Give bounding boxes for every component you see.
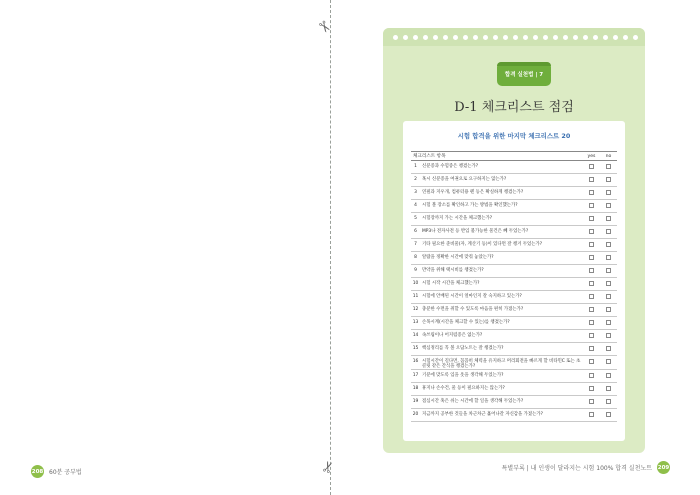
yes-checkbox[interactable] (583, 268, 600, 273)
header-yes: yes (587, 153, 596, 159)
no-checkbox[interactable] (600, 190, 617, 195)
table-row (411, 278, 617, 291)
row-question: 시험장까지 가는 시간을 체크했는가? (422, 216, 493, 221)
table-row (411, 409, 617, 422)
no-checkbox[interactable] (600, 203, 617, 208)
right-folio-label: 특별부록 | 내 인생이 달라지는 시험 100% 합격 실천노트 (501, 465, 652, 472)
no-checkbox[interactable] (600, 294, 617, 299)
yes-checkbox[interactable] (583, 229, 600, 234)
right-page-number: 209 (657, 461, 670, 474)
row-question: 시험 시작 시간을 체크했는가? (422, 281, 480, 286)
table-row (411, 370, 617, 383)
table-row (411, 396, 617, 409)
row-question: 혹시 신분증을 여권으로 요구하지는 않는가? (422, 177, 507, 182)
row-number: 13 (412, 320, 419, 325)
scissors-icon: ✂ (313, 16, 336, 38)
table-row (411, 200, 617, 213)
row-question: 시험시간이 길다면, 꼼꼼히 체력을 유지하고 머리회전을 빠르게 할 비타민C 또는 초콜릿 같은 간식을 챙겼는가? (422, 359, 581, 370)
row-number: 14 (412, 333, 419, 338)
row-question: 휴지나 손수건, 물 등이 필요하지는 않는가? (422, 386, 505, 392)
table-row (411, 187, 617, 200)
table-row (411, 356, 617, 370)
table-row (411, 239, 617, 252)
row-number: 8 (414, 255, 417, 260)
yes-checkbox[interactable] (583, 333, 600, 338)
table-row (411, 161, 617, 174)
row-question: 충분한 수면을 취할 수 있도록 마음을 편히 가졌는가? (422, 307, 524, 312)
row-number: 11 (412, 294, 419, 299)
table-row (411, 343, 617, 356)
yes-checkbox[interactable] (583, 386, 600, 391)
row-question: 시험 볼 장소를 확인하고 가는 방법을 확인했는가? (422, 203, 518, 208)
row-number: 1 (414, 164, 417, 169)
no-checkbox[interactable] (600, 255, 617, 260)
yes-checkbox[interactable] (583, 242, 600, 247)
no-checkbox[interactable] (600, 177, 617, 182)
no-checkbox[interactable] (600, 164, 617, 169)
no-checkbox[interactable] (600, 333, 617, 338)
table-row (411, 383, 617, 396)
yes-checkbox[interactable] (583, 412, 600, 417)
no-checkbox[interactable] (600, 216, 617, 221)
yes-checkbox[interactable] (583, 281, 600, 286)
table-row (411, 304, 617, 317)
table-row (411, 330, 617, 343)
section-badge: 합격 실천법 | 7 (497, 62, 551, 86)
no-checkbox[interactable] (600, 412, 617, 417)
table-row (411, 213, 617, 226)
table-row (411, 317, 617, 330)
checklist-table (411, 151, 617, 422)
row-number: 3 (414, 190, 417, 195)
cut-line (330, 0, 331, 495)
row-question: 속쓰림이나 어지럼증은 없는가? (422, 333, 483, 338)
no-checkbox[interactable] (600, 229, 617, 234)
row-number: 12 (412, 307, 419, 312)
no-checkbox[interactable] (600, 399, 617, 404)
no-checkbox[interactable] (600, 320, 617, 325)
no-checkbox[interactable] (600, 242, 617, 247)
row-question: 만약을 위해 택시비를 챙겼는가? (422, 268, 484, 273)
page-title: D-1 체크리스트 점검 (454, 100, 574, 115)
no-checkbox[interactable] (600, 359, 617, 364)
left-folio-label: 60분 공부법 (49, 469, 82, 476)
table-row (411, 291, 617, 304)
row-number: 10 (412, 281, 419, 286)
row-question: 기분에 맞도록 입을 옷을 생각해 두었는가? (422, 373, 504, 379)
row-number: 7 (414, 242, 417, 247)
row-number: 6 (414, 229, 417, 234)
row-question: 손목시계(시간을 체크할 수 있는)를 챙겼는가? (422, 320, 510, 325)
row-number: 9 (414, 268, 417, 273)
row-number: 15 (412, 346, 419, 351)
right-page (355, 0, 700, 495)
no-checkbox[interactable] (600, 307, 617, 312)
yes-checkbox[interactable] (583, 255, 600, 260)
yes-checkbox[interactable] (583, 399, 600, 404)
row-number: 16 (412, 359, 419, 364)
right-folio (502, 461, 670, 474)
no-checkbox[interactable] (600, 281, 617, 286)
left-folio (31, 465, 82, 478)
row-question: 신분증과 수험증은 챙겼는가? (422, 164, 479, 169)
table-row (411, 174, 617, 187)
panel-title: 시험 합격을 위한 마지막 체크리스트 20 (457, 132, 571, 140)
row-question: 점심시간 혹은 쉬는 시간에 할 일을 생각해 두었는가? (422, 399, 524, 405)
no-checkbox[interactable] (600, 373, 617, 378)
row-question: MP3나 전자사전 등 반입 불가능한 물건은 빼 두었는가? (422, 229, 529, 234)
header-no: no (605, 153, 612, 159)
row-question: 지금까지 공부한 것들을 차근차근 훑어나갈 자신감을 가졌는가? (422, 412, 543, 418)
row-number: 18 (412, 386, 419, 392)
table-row (411, 265, 617, 278)
yes-checkbox[interactable] (583, 177, 600, 182)
table-row (411, 252, 617, 265)
checklist-panel (403, 121, 625, 441)
scissors-icon: ✂ (317, 458, 339, 476)
left-page (0, 0, 340, 495)
no-checkbox[interactable] (600, 268, 617, 273)
row-number: 20 (412, 412, 419, 418)
yes-checkbox[interactable] (583, 320, 600, 325)
row-question: 핵심정리를 꼭 볼 오답노트는 잘 챙겼는가? (422, 346, 504, 351)
row-question: 연필과 지우개, 컴퓨터용 펜 등은 확실하게 챙겼는가? (422, 190, 524, 195)
yes-checkbox[interactable] (583, 359, 600, 364)
row-number: 19 (412, 399, 419, 405)
yes-checkbox[interactable] (583, 307, 600, 312)
row-number: 2 (414, 177, 417, 182)
table-row (411, 226, 617, 239)
row-number: 5 (414, 216, 417, 221)
yes-checkbox[interactable] (583, 346, 600, 351)
header-item: 체크리스트 항목 (413, 154, 446, 159)
row-number: 17 (412, 373, 419, 379)
left-page-number: 208 (31, 465, 44, 478)
yes-checkbox[interactable] (583, 190, 600, 195)
row-number: 4 (414, 203, 417, 208)
no-checkbox[interactable] (600, 386, 617, 391)
table-body (411, 161, 617, 422)
binding-band (383, 28, 645, 46)
yes-checkbox[interactable] (583, 216, 600, 221)
row-question: 알람을 정확한 시간에 맞춰 놓았는가? (422, 255, 494, 260)
yes-checkbox[interactable] (583, 294, 600, 299)
table-header (411, 151, 617, 161)
binding-holes (393, 33, 638, 41)
checklist-card (383, 28, 645, 453)
no-checkbox[interactable] (600, 346, 617, 351)
row-question: 기타 필요한 준비물(자, 계산기 등)이 있다면 잘 챙겨 두었는가? (422, 242, 543, 247)
row-question: 시험에 안배된 시간이 얼마인지 잘 숙지하고 있는가? (422, 294, 522, 299)
yes-checkbox[interactable] (583, 373, 600, 378)
yes-checkbox[interactable] (583, 164, 600, 169)
yes-checkbox[interactable] (583, 203, 600, 208)
